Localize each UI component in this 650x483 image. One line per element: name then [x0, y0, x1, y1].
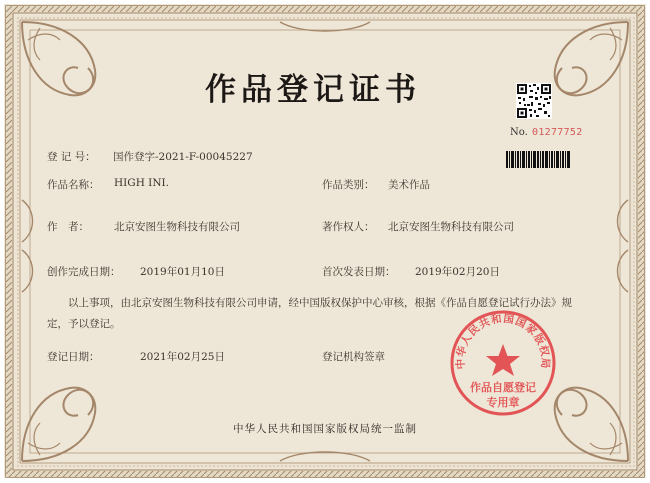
completion-date-label: 创作完成日期： — [47, 266, 121, 278]
registration-date-label: 登记日期： — [47, 351, 100, 363]
work-name-label: 作品名称： — [47, 179, 100, 191]
svg-text:中华人民共和国国家版权局: 中华人民共和国国家版权局 — [454, 312, 552, 370]
owner-value: 北京安图生物科技有限公司 — [388, 221, 514, 233]
work-name-value: HIGH INI. — [114, 177, 170, 189]
publication-date-label: 首次发表日期： — [322, 266, 396, 278]
statement-paragraph: 以上事项，由北京安图生物科技有限公司申请，经中国版权保护中心审核，根据《作品自愿登记试行办法》规定，予以登记。 — [47, 297, 572, 330]
registration-date-value: 2021年02月25日 — [140, 351, 225, 363]
work-type-label: 作品类别： — [322, 179, 375, 191]
work-type-value: 美术作品 — [388, 179, 430, 191]
registration-no-label: 登 记 号： — [47, 151, 96, 163]
certificate-number: 01277752 — [532, 127, 583, 138]
certificate-number-label: No. — [510, 127, 528, 138]
official-seal-icon — [448, 308, 558, 418]
author-value: 北京安图生物科技有限公司 — [114, 221, 240, 233]
certificate-title: 作品登记证书 — [205, 72, 421, 108]
svg-text:作品自愿登记: 作品自愿登记 — [470, 381, 536, 394]
owner-label: 著作权人： — [322, 221, 375, 233]
author-label: 作 者： — [47, 221, 89, 233]
svg-text:专用章: 专用章 — [486, 396, 520, 409]
qr-code-icon — [516, 83, 552, 119]
agency-seal-label: 登记机构签章 — [322, 351, 385, 363]
barcode-icon — [506, 151, 570, 168]
registration-no-value: 国作登字-2021-F-00045227 — [113, 151, 253, 163]
publication-date-value: 2019年02月20日 — [415, 266, 500, 278]
completion-date-value: 2019年01月10日 — [140, 266, 225, 278]
footer-issuer: 中华人民共和国国家版权局统一监制 — [233, 423, 417, 435]
